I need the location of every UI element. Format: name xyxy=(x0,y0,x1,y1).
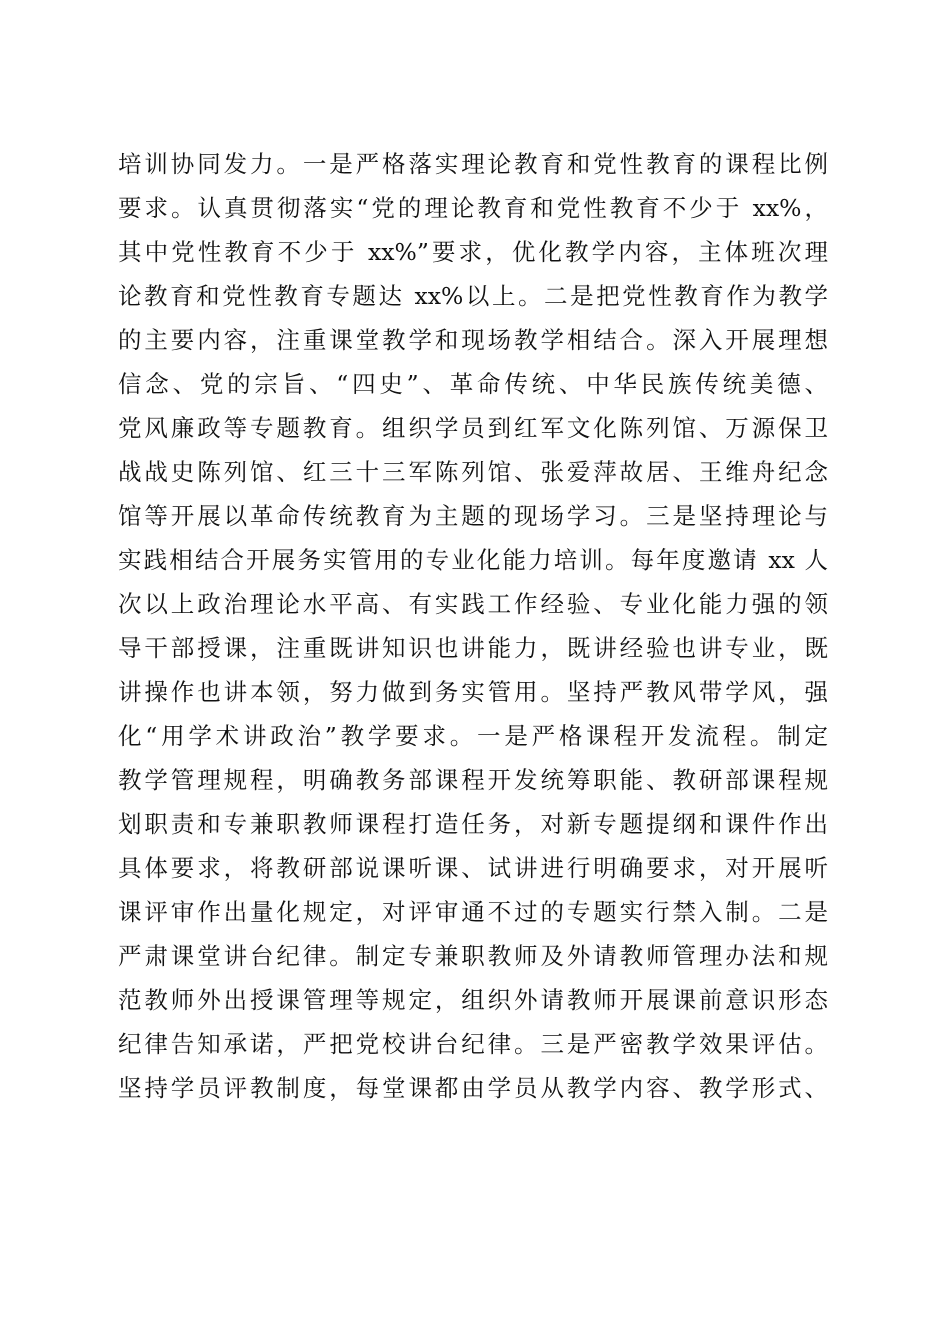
text-line: 讲操作也讲本领，努力做到务实管用。坚持严教风带学风，强 xyxy=(118,678,828,706)
text-line: 信念、党的宗旨、“四史”、革命传统、中华民族传统美德、 xyxy=(118,370,828,398)
text-line: 论教育和党性教育专题达 xx%以上。二是把党性教育作为教学 xyxy=(118,282,828,310)
text-line: 实践相结合开展务实管用的专业化能力培训。每年度邀请 xx 人 xyxy=(118,546,828,574)
text-line: 化“用学术讲政治”教学要求。一是严格课程开发流程。制定 xyxy=(118,722,828,750)
text-line: 课评审作出量化规定，对评审通不过的专题实行禁入制。二是 xyxy=(118,898,828,926)
text-line: 纪律告知承诺，严把党校讲台纪律。三是严密教学效果评估。 xyxy=(118,1030,828,1058)
text-line: 要求。认真贯彻落实“党的理论教育和党性教育不少于 xx%， xyxy=(118,194,828,222)
text-line: 坚持学员评教制度，每堂课都由学员从教学内容、教学形式、 xyxy=(118,1074,828,1102)
text-line: 次以上政治理论水平高、有实践工作经验、专业化能力强的领 xyxy=(118,590,828,618)
text-line: 党风廉政等专题教育。组织学员到红军文化陈列馆、万源保卫 xyxy=(118,414,828,442)
text-line: 范教师外出授课管理等规定，组织外请教师开展课前意识形态 xyxy=(118,986,828,1014)
text-line: 其中党性教育不少于 xx%”要求，优化教学内容，主体班次理 xyxy=(118,238,828,266)
body-paragraph xyxy=(118,142,828,1110)
text-line: 导干部授课，注重既讲知识也讲能力，既讲经验也讲专业，既 xyxy=(118,634,828,662)
text-line: 严肃课堂讲台纪律。制定专兼职教师及外请教师管理办法和规 xyxy=(118,942,828,970)
text-line: 培训协同发力。一是严格落实理论教育和党性教育的课程比例 xyxy=(118,150,828,178)
text-line: 馆等开展以革命传统教育为主题的现场学习。三是坚持理论与 xyxy=(118,502,828,530)
text-line: 战战史陈列馆、红三十三军陈列馆、张爱萍故居、王维舟纪念 xyxy=(118,458,828,486)
text-line: 具体要求，将教研部说课听课、试讲进行明确要求，对开展听 xyxy=(118,854,828,882)
text-line: 划职责和专兼职教师课程打造任务，对新专题提纲和课件作出 xyxy=(118,810,828,838)
text-line: 的主要内容，注重课堂教学和现场教学相结合。深入开展理想 xyxy=(118,326,828,354)
text-line: 教学管理规程，明确教务部课程开发统筹职能、教研部课程规 xyxy=(118,766,828,794)
